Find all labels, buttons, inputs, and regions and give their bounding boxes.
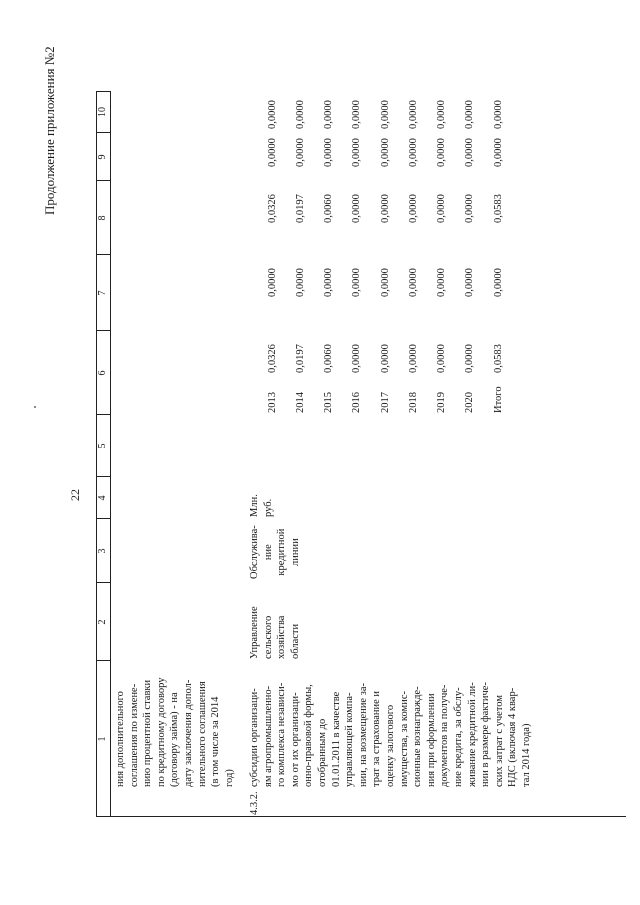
col-header-10: 10 bbox=[97, 107, 108, 117]
year-2019: 2019 bbox=[436, 392, 448, 413]
col6-value: 0,0326 bbox=[266, 344, 278, 373]
table-left-border bbox=[96, 816, 626, 817]
year-total: Итого bbox=[492, 386, 504, 413]
row-years bbox=[249, 386, 522, 413]
col9-value: 0,0000 bbox=[295, 138, 307, 167]
col9-value: 0,0000 bbox=[464, 138, 476, 167]
col-header-2: 2 bbox=[97, 619, 108, 625]
col8-value: 0,0583 bbox=[492, 194, 504, 223]
year-2018: 2018 bbox=[407, 392, 419, 413]
col6-value: 0,0000 bbox=[407, 344, 419, 373]
year-2017: 2017 bbox=[379, 392, 391, 413]
row-unit: Млн. руб. bbox=[249, 494, 274, 517]
col-header-5: 5 bbox=[97, 443, 108, 449]
col-header-7: 7 bbox=[97, 290, 108, 296]
col7-values bbox=[249, 268, 522, 297]
col8-value: 0,0060 bbox=[323, 194, 335, 223]
col10-value: 0,0000 bbox=[407, 100, 419, 129]
year-2020: 2020 bbox=[464, 392, 476, 413]
col10-value: 0,0000 bbox=[323, 100, 335, 129]
col8-value: 0,0000 bbox=[464, 194, 476, 223]
col8-values bbox=[249, 194, 522, 223]
col-header-3: 3 bbox=[97, 548, 108, 554]
row-number: 4.3.2. bbox=[249, 791, 260, 815]
year-2013: 2013 bbox=[266, 392, 278, 413]
col-header-1: 1 bbox=[97, 736, 108, 742]
year-2014: 2014 bbox=[295, 392, 307, 413]
appendix-continuation-title: Продолжение приложения №2 bbox=[42, 46, 57, 215]
col7-value: 0,0000 bbox=[351, 268, 363, 297]
col6-value: 0,0000 bbox=[464, 344, 476, 373]
col7-value: 0,0000 bbox=[379, 268, 391, 297]
data-table bbox=[96, 91, 626, 817]
col6-value: 0,0000 bbox=[436, 344, 448, 373]
col8-value: 0,0000 bbox=[436, 194, 448, 223]
col10-value: 0,0000 bbox=[379, 100, 391, 129]
col8-value: 0,0000 bbox=[407, 194, 419, 223]
col7-value: 0,0000 bbox=[464, 268, 476, 297]
col8-value: 0,0326 bbox=[266, 194, 278, 223]
col9-value: 0,0000 bbox=[407, 138, 419, 167]
col9-value: 0,0000 bbox=[323, 138, 335, 167]
year-2015: 2015 bbox=[323, 392, 335, 413]
page-number: 22 bbox=[68, 489, 82, 501]
col9-value: 0,0000 bbox=[492, 138, 504, 167]
col10-value: 0,0000 bbox=[266, 100, 278, 129]
col10-value: 0,0000 bbox=[436, 100, 448, 129]
col7-value: 0,0000 bbox=[436, 268, 448, 297]
col7-value: 0,0000 bbox=[323, 268, 335, 297]
col8-value: 0,0000 bbox=[379, 194, 391, 223]
col9-value: 0,0000 bbox=[436, 138, 448, 167]
col10-value: 0,0000 bbox=[295, 100, 307, 129]
scan-mark bbox=[34, 406, 36, 408]
col8-value: 0,0197 bbox=[295, 194, 307, 223]
col7-value: 0,0000 bbox=[295, 268, 307, 297]
col-header-8: 8 bbox=[97, 215, 108, 221]
col10-value: 0,0000 bbox=[464, 100, 476, 129]
col6-value: 0,0000 bbox=[379, 344, 391, 373]
row-executor: Управление сельского хозяйства области bbox=[249, 606, 301, 659]
col10-values bbox=[249, 100, 522, 129]
year-2016: 2016 bbox=[351, 392, 363, 413]
row-name: субсидии организаци- ям агропромышленно- го комплекса независи- мо от их организаци- онно-правовой формы, отобранным до 01.01.2011 в качестве управляющей компа- нии, на возмещение за- трат за страхование и оценку залогового имущества, за комис- сионные вознагражде- ния при оформлении документов на получе- ние кредита, за обслу- живание кредитной ли- нии в размере фактиче- ских затрат с учетом НДС (включая 4 квар- тал 2014 года) bbox=[249, 682, 532, 787]
col7-value: 0,0000 bbox=[492, 268, 504, 297]
col6-values bbox=[249, 344, 522, 373]
col6-value: 0,0060 bbox=[323, 344, 335, 373]
col9-value: 0,0000 bbox=[266, 138, 278, 167]
prev-row-text: ния дополнительного соглашения по измене- нию процентной ставки по кредитному договору (договору займа) - на дату заключения допол- нительного соглашения (в том числе за 2014 год) bbox=[115, 677, 235, 787]
col9-value: 0,0000 bbox=[351, 138, 363, 167]
col6-value: 0,0583 bbox=[492, 344, 504, 373]
row-event: Обслужива- ние кредитной линии bbox=[249, 525, 301, 579]
col6-value: 0,0197 bbox=[295, 344, 307, 373]
table-header-border bbox=[110, 91, 111, 817]
col-header-4: 4 bbox=[97, 495, 108, 501]
col7-value: 0,0000 bbox=[407, 268, 419, 297]
col7-value: 0,0000 bbox=[266, 268, 278, 297]
col-header-6: 6 bbox=[97, 370, 108, 376]
col8-value: 0,0000 bbox=[351, 194, 363, 223]
col6-value: 0,0000 bbox=[351, 344, 363, 373]
col-header-9: 9 bbox=[97, 154, 108, 160]
col9-values bbox=[249, 138, 522, 167]
col10-value: 0,0000 bbox=[492, 100, 504, 129]
col10-value: 0,0000 bbox=[351, 100, 363, 129]
col9-value: 0,0000 bbox=[379, 138, 391, 167]
